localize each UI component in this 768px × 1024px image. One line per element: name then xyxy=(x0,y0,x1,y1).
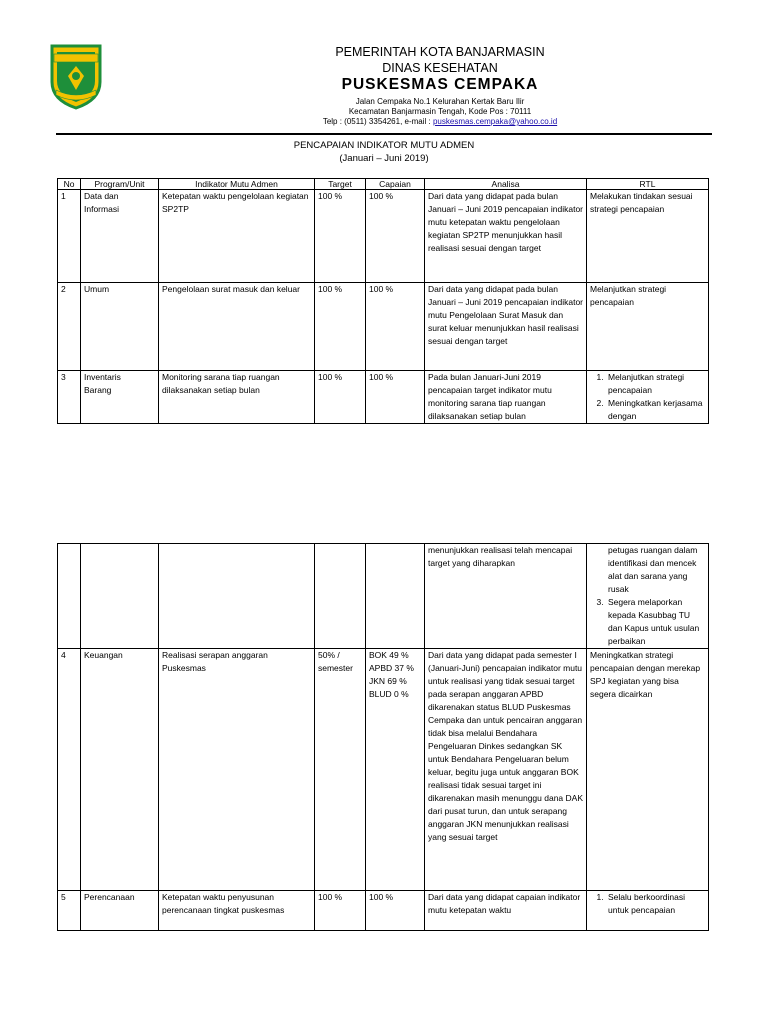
table-header-row xyxy=(58,179,709,190)
document-title: PENCAPAIAN INDIKATOR MUTU ADMEN xyxy=(293,140,475,151)
banjarmasin-city-logo-icon xyxy=(48,42,104,110)
cell-no: 4 xyxy=(58,649,81,891)
header-target: Target xyxy=(315,179,366,190)
cell-rtl: Melakukan tindakan sesuai strategi pencapaian xyxy=(587,190,709,283)
cell-analisa: Dari data yang didapat pada bulan Januari – Juni 2019 pencapaian indikator mutu ketepatan waktu pengelolaan kegiatan SP2TP menunjukkan hasil realisasi sesuai dengan target xyxy=(425,190,587,283)
header-indikator: Indikator Mutu Admen xyxy=(159,179,315,190)
cell-indikator xyxy=(159,544,315,649)
cell-rtl xyxy=(587,371,709,424)
rtl-item: 1. Melanjutkan strategi pencapaian xyxy=(606,371,705,397)
contact-phone: Telp : (0511) 3354261, e-mail : xyxy=(322,117,433,126)
table-row xyxy=(58,190,709,283)
cell-indikator: Ketepatan waktu pengelolaan kegiatan SP2TP xyxy=(159,190,315,283)
cell-no: 3 xyxy=(58,371,81,424)
cell-rtl: Melanjutkan strategi pencapaian xyxy=(587,283,709,371)
rtl-item: 1. Selalu berkoordinasi untuk pencapaian xyxy=(606,891,705,917)
cell-target xyxy=(315,544,366,649)
cell-analisa: Dari data yang didapat pada bulan Januari – Juni 2019 pencapaian indikator mutu Pengelolaan Surat Masuk dan surat keluar menunjukkan hasil realisasi sesuai dengan target xyxy=(425,283,587,371)
header-government: PEMERINTAH KOTA BANJARMASIN xyxy=(335,45,545,59)
document-period: (Januari – Juni 2019) xyxy=(339,153,429,164)
cell-target: 100 % xyxy=(315,891,366,931)
header-capaian: Capaian xyxy=(366,179,425,190)
rtl-list xyxy=(590,891,705,917)
header-address-2: Kecamatan Banjarmasin Tengah, Kode Pos : 70111 xyxy=(348,107,532,116)
table-row xyxy=(58,891,709,931)
cell-indikator: Pengelolaan surat masuk dan keluar xyxy=(159,283,315,371)
cell-unit: Perencanaan xyxy=(81,891,159,931)
cell-analisa: Dari data yang didapat capaian indikator mutu ketepatan waktu xyxy=(425,891,587,931)
rtl-item: 2. Meningkatkan kerjasama dengan xyxy=(606,397,705,423)
header-rtl: RTL xyxy=(587,179,709,190)
cell-no xyxy=(58,544,81,649)
cell-unit-text: Inventaris Barang xyxy=(84,372,121,395)
header-contact xyxy=(120,117,760,126)
cell-analisa: Dari data yang didapat pada semester I (Januari-Juni) pencapaian indikator mutu untuk realisasi yang tidak sesuai target pada serapan anggaran APBD dikarenakan status BLUD Puskesmas Cempaka dan untuk pencairan anggaran tidak bisa melalui Bendahara Pengeluaran Dinkes sedangkan SK untuk Bendahara Pengeluaran belum keluar, begitu juga untuk anggaran BOK realisasi tidak sesuai target ini dikarenakan masih menunggu dana DAK dari pusat turun, dan untuk serapang anggaran JKN menunjukkan realisasi yang sesuai target xyxy=(425,649,587,891)
cell-capaian xyxy=(366,544,425,649)
header-unit: Program/Unit xyxy=(81,179,159,190)
cell-capaian: 100 % xyxy=(366,371,425,424)
cell-target: 100 % xyxy=(315,190,366,283)
header-analisa: Analisa xyxy=(425,179,587,190)
table-row xyxy=(58,371,709,424)
cell-rtl xyxy=(587,891,709,931)
cell-unit xyxy=(81,190,159,283)
cell-unit-text: Data dan Informasi xyxy=(84,191,119,214)
header-address-1: Jalan Cempaka No.1 Kelurahan Kertak Baru Ilir xyxy=(355,97,525,106)
cell-indikator: Monitoring sarana tiap ruangan dilaksanakan setiap bulan xyxy=(159,371,315,424)
header-department: DINAS KESEHATAN xyxy=(382,61,498,75)
cell-capaian: 100 % xyxy=(366,891,425,931)
cell-no: 2 xyxy=(58,283,81,371)
rtl-item: 3. Segera melaporkan kepada Kasubbag TU dan Kapus untuk usulan perbaikan xyxy=(606,596,705,648)
header-no: No xyxy=(58,179,81,190)
indicator-table-continued xyxy=(57,543,709,931)
cell-no: 5 xyxy=(58,891,81,931)
cell-capaian: 100 % xyxy=(366,283,425,371)
cell-rtl xyxy=(587,544,709,649)
rtl-list xyxy=(590,596,705,648)
rtl-list xyxy=(590,371,705,423)
header-puskesmas: PUSKESMAS CEMPAKA xyxy=(341,76,539,93)
cell-unit: Umum xyxy=(81,283,159,371)
table-row xyxy=(58,649,709,891)
table-row xyxy=(58,544,709,649)
header-divider xyxy=(56,133,712,135)
cell-no: 1 xyxy=(58,190,81,283)
cell-capaian xyxy=(366,649,425,891)
cell-unit xyxy=(81,371,159,424)
cell-unit xyxy=(81,544,159,649)
indicator-table xyxy=(57,178,709,424)
rtl-item-continued: petugas ruangan dalam identifikasi dan mencek alat dan sarana yang rusak xyxy=(608,545,698,594)
cell-capaian: 100 % xyxy=(366,190,425,283)
cell-capaian-text: BOK 49 % APBD 37 % JKN 69 % BLUD 0 % xyxy=(369,650,414,699)
cell-target: 100 % xyxy=(315,283,366,371)
cell-target-text: 50% / semester xyxy=(318,650,353,673)
email-link[interactable]: puskesmas.cempaka@yahoo.co.id xyxy=(432,117,558,126)
cell-rtl: Meningkatkan strategi pencapaian dengan merekap SPJ kegiatan yang bisa segera dicairkan xyxy=(587,649,709,891)
cell-target: 100 % xyxy=(315,371,366,424)
cell-analisa: Pada bulan Januari-Juni 2019 pencapaian target indikator mutu monitoring sarana tiap ruangan dilaksanakan setiap bulan xyxy=(425,371,587,424)
table-row xyxy=(58,283,709,371)
cell-indikator: Realisasi serapan anggaran Puskesmas xyxy=(159,649,315,891)
cell-indikator: Ketepatan waktu penyusunan perencanaan tingkat puskesmas xyxy=(159,891,315,931)
cell-target xyxy=(315,649,366,891)
cell-unit: Keuangan xyxy=(81,649,159,891)
cell-analisa: menunjukkan realisasi telah mencapai target yang diharapkan xyxy=(425,544,587,649)
